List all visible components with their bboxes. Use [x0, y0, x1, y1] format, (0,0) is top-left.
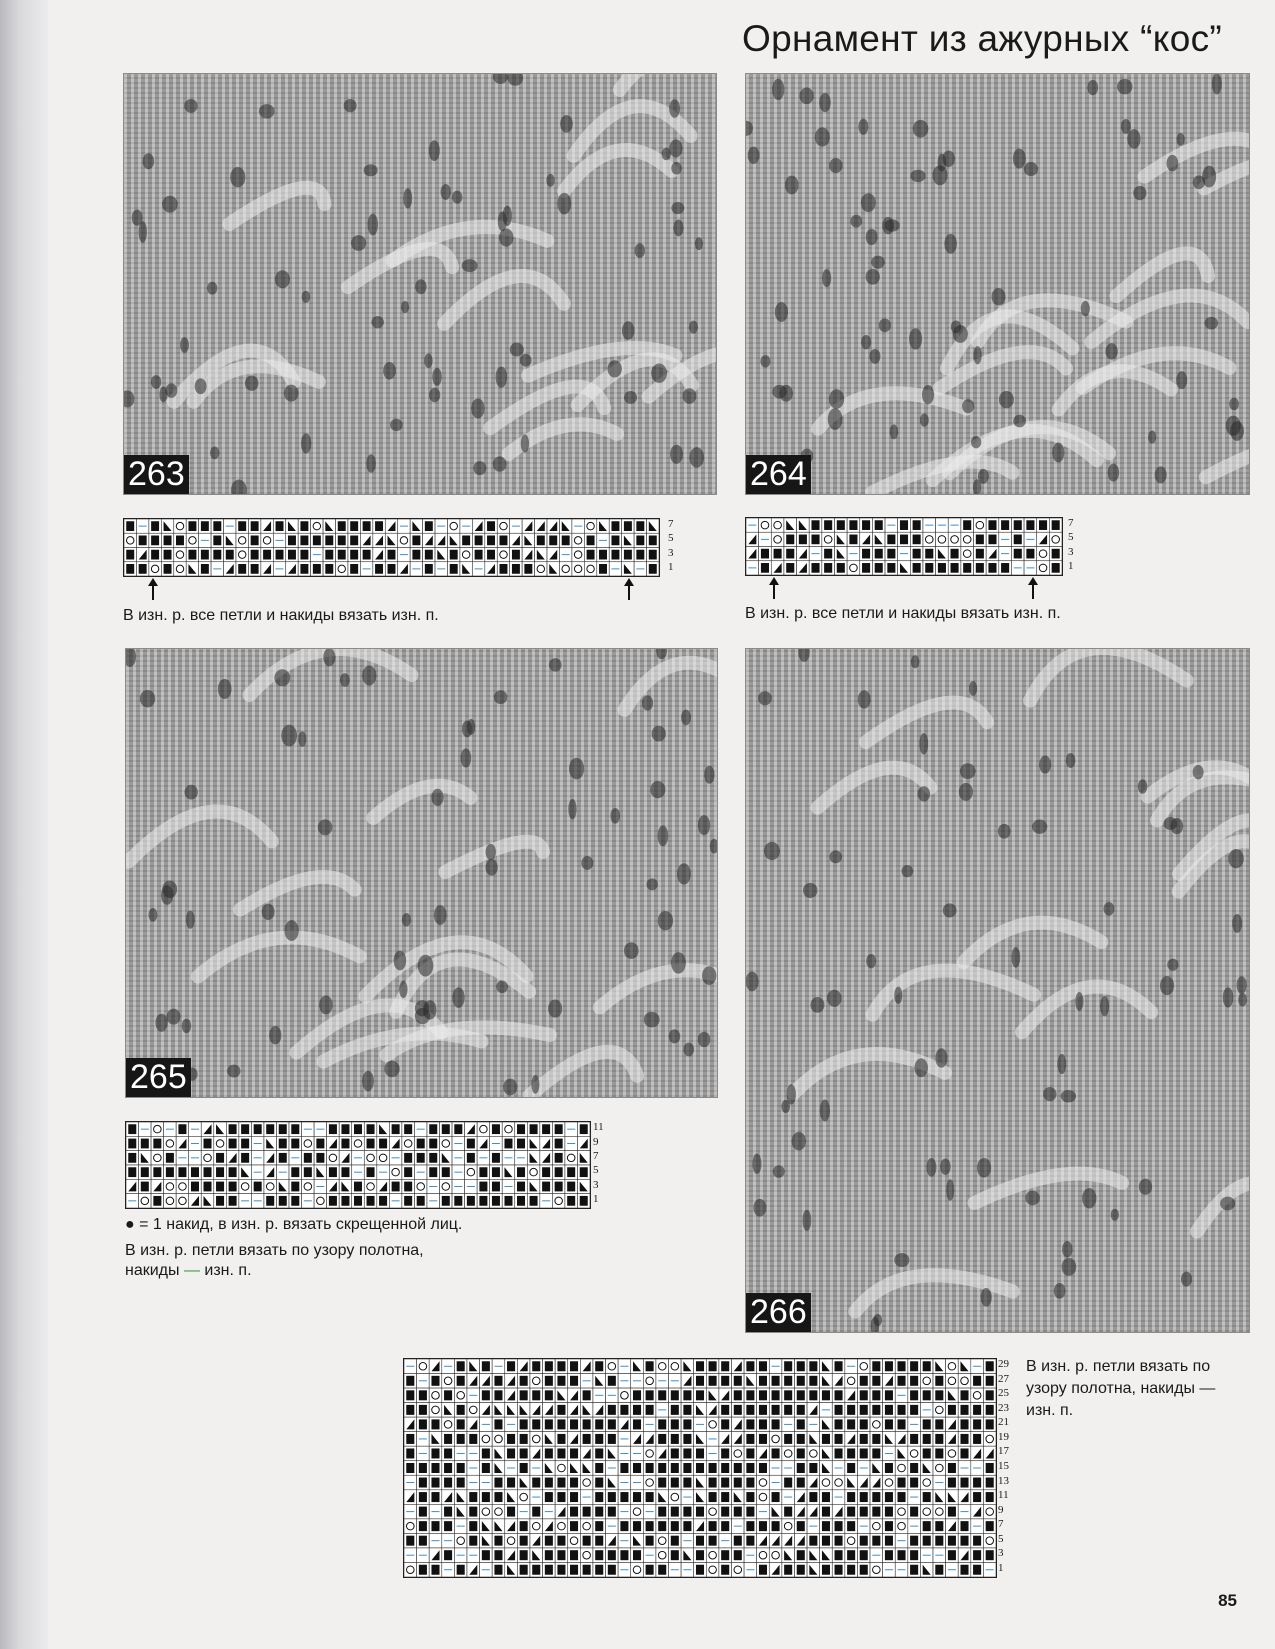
chart-row-number: 19 — [998, 1430, 1009, 1443]
chart-row-number: 5 — [668, 532, 674, 545]
chart-row-number: 5 — [1068, 531, 1074, 544]
page-number: 85 — [1218, 1591, 1237, 1610]
chart-grid — [746, 518, 1062, 575]
pattern-photo-263 — [123, 73, 717, 495]
book-spine-shadow — [0, 0, 48, 1649]
chart-row-number: 3 — [998, 1547, 1004, 1560]
chart-row-number: 3 — [668, 546, 674, 559]
repeat-arrow-left-263 — [152, 584, 154, 600]
knitting-chart-264 — [745, 517, 1063, 576]
note-text: изн. п. — [199, 1262, 252, 1279]
chart-row-number: 7 — [668, 518, 674, 531]
chart-row-number: 5 — [998, 1532, 1004, 1545]
repeat-arrow-right-264 — [1032, 583, 1034, 599]
chart-row-number: 1 — [593, 1192, 599, 1205]
pattern-note-263: В изн. р. все петли и накиды вязать изн. п. — [123, 607, 439, 624]
pattern-note-265-line2 — [125, 1261, 252, 1281]
chart-grid — [124, 519, 659, 576]
knitting-chart-266 — [403, 1358, 997, 1578]
chart-grid — [404, 1359, 996, 1577]
chart-row-number: 1 — [668, 560, 674, 573]
repeat-arrow-right-263 — [628, 584, 630, 600]
pattern-number-264: 264 — [746, 455, 811, 494]
page-title: Орнамент из ажурных “кос” — [742, 18, 1222, 59]
chart-row-numbers-266 — [998, 1358, 1018, 1578]
green-dash: — — [183, 1262, 200, 1279]
chart-row-number: 11 — [593, 1121, 604, 1134]
pattern-number-265: 265 — [126, 1058, 191, 1097]
note-text: накиды — [125, 1262, 184, 1279]
chart-row-number: 15 — [998, 1460, 1009, 1472]
chart-row-number: 7 — [998, 1518, 1004, 1531]
chart-row-number: 17 — [998, 1445, 1009, 1458]
chart-row-number: 3 — [593, 1178, 599, 1191]
pattern-photo-264 — [745, 73, 1250, 495]
repeat-arrow-left-264 — [773, 583, 775, 599]
chart-row-number: 11 — [998, 1489, 1009, 1502]
chart-row-numbers-265 — [593, 1121, 613, 1209]
chart-row-number: 25 — [998, 1387, 1009, 1400]
chart-grid — [126, 1122, 590, 1208]
chart-row-number: 23 — [998, 1401, 1009, 1414]
chart-row-number: 1 — [998, 1561, 1004, 1574]
pattern-photo-265 — [125, 648, 718, 1098]
chart-row-numbers-263 — [668, 518, 688, 578]
knitting-chart-265 — [125, 1121, 591, 1209]
chart-row-number: 9 — [593, 1135, 599, 1148]
chart-row-number: 27 — [998, 1372, 1009, 1385]
pattern-number-263: 263 — [124, 455, 189, 494]
pattern-note-266-line2: узору полотна, накиды — — [1026, 1380, 1216, 1397]
chart-row-number: 7 — [593, 1149, 599, 1162]
knit-texture — [124, 74, 716, 494]
chart-row-number: 5 — [593, 1164, 599, 1177]
pattern-note-265-line1: В изн. р. петли вязать по узору полотна, — [125, 1242, 424, 1259]
knit-texture — [126, 649, 717, 1097]
chart-row-numbers-264 — [1068, 517, 1088, 577]
chart-row-number: 3 — [1068, 545, 1074, 558]
pattern-photo-266 — [745, 648, 1250, 1333]
chart-row-number: 29 — [998, 1358, 1009, 1371]
pattern-note-266-line1: В изн. р. петли вязать по — [1026, 1358, 1211, 1375]
pattern-note-264: В изн. р. все петли и накиды вязать изн. п. — [745, 605, 1061, 622]
chart-row-number: 9 — [998, 1503, 1004, 1516]
knit-texture — [746, 74, 1249, 494]
chart-row-number: 21 — [998, 1416, 1009, 1429]
chart-row-number: 7 — [1068, 517, 1074, 530]
pattern-note-266-line3: изн. п. — [1026, 1402, 1074, 1419]
pattern-legend-265: ● = 1 накид, в изн. р. вязать скрещенной лиц. — [125, 1216, 463, 1233]
pattern-number-266: 266 — [746, 1293, 811, 1332]
chart-row-number: 1 — [1068, 559, 1074, 572]
chart-row-number: 13 — [998, 1474, 1009, 1487]
knitting-chart-263 — [123, 518, 660, 577]
knit-texture — [746, 649, 1249, 1332]
